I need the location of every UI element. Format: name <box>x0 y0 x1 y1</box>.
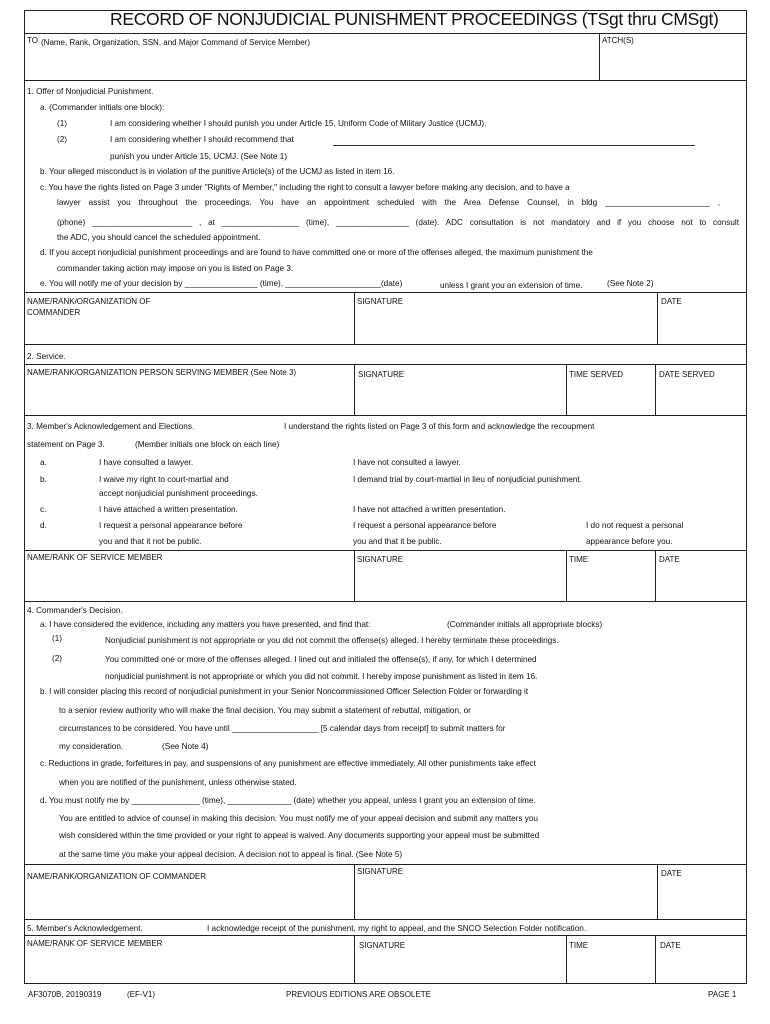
s3-heading-2: I understand the rights listed on Page 3 of this form and acknowledge the recoupment <box>284 422 595 431</box>
s3-b-left-initial-box[interactable] <box>56 472 94 486</box>
divider <box>657 864 658 919</box>
s3-c-right: I have not attached a written presentation. <box>353 505 506 514</box>
divider <box>24 33 747 34</box>
s3-d-left-2: you and that it not be public. <box>99 537 202 546</box>
s3-d-mid-initial-box[interactable] <box>312 518 350 532</box>
s1-date-field[interactable] <box>659 310 745 342</box>
s1-a2-num: (2) <box>57 135 68 144</box>
s2-date-label: DATE SERVED <box>659 370 715 379</box>
divider <box>354 864 355 919</box>
s1-e-cont: unless I grant you an extension of time. <box>440 281 583 290</box>
s1-c-line4: the ADC, you should cancel the scheduled appointment. <box>57 233 261 242</box>
s3-heading-4: (Member initials one block on each line) <box>135 440 280 449</box>
s5-date-field[interactable] <box>657 954 745 982</box>
s2-name-field[interactable] <box>26 380 352 413</box>
s4-date-label: DATE <box>661 869 682 878</box>
s1-c-line1: c. You have the rights listed on Page 3 under "Rights of Member," including the right to consult a lawyer before making any decision, and to have a <box>40 183 570 192</box>
form-title: RECORD OF NONJUDICIAL PUNISHMENT PROCEEDINGS (TSgt thru CMSgt) <box>110 9 719 29</box>
s4-name-field[interactable] <box>26 884 352 917</box>
divider <box>24 292 747 293</box>
s3-d-right-2: appearance before you. <box>586 537 673 546</box>
s1-c-line2: lawyer assist you throughout the proceedings. You have an appointment scheduled with the Area Defense Counsel, in bldg _______________________ , <box>57 198 720 207</box>
divider <box>24 80 747 81</box>
s1-signature-field[interactable] <box>356 310 655 342</box>
s3-d-right-initial-box[interactable] <box>545 518 583 532</box>
s1-signature-label: SIGNATURE <box>357 297 404 306</box>
s3-a-letter: a. <box>40 458 47 467</box>
s2-heading: 2. Service. <box>27 352 66 361</box>
s4-heading: 4. Commander's Decision. <box>27 606 123 615</box>
divider <box>655 550 656 601</box>
s1-heading: 1. Offer of Nonjudicial Punishment. <box>27 87 154 96</box>
s3-time-field[interactable] <box>568 566 653 599</box>
s4-a-note: (Commander initials all appropriate blocks) <box>447 620 603 629</box>
s1-a1-initial-box[interactable] <box>70 116 106 130</box>
divider <box>24 601 747 602</box>
s5-signature-field[interactable] <box>356 954 564 982</box>
divider <box>24 864 747 865</box>
s3-d-left-1: I request a personal appearance before <box>99 521 243 530</box>
atch-input-field[interactable] <box>601 50 745 78</box>
s3-b-letter: b. <box>40 475 47 484</box>
s4-a2-initial-box[interactable] <box>66 652 102 666</box>
s3-b-right: I demand trial by court-martial in lieu of nonjudicial punishment. <box>353 475 582 484</box>
s3-a-right-initial-box[interactable] <box>312 455 350 469</box>
s5-signature-label: SIGNATURE <box>359 941 406 950</box>
s4-signature-label: SIGNATURE <box>357 867 404 876</box>
footer-page-number: PAGE 1 <box>708 990 737 999</box>
s3-heading-3: statement on Page 3. <box>27 440 105 449</box>
s1-d-line1: d. If you accept nonjudicial punishment proceedings and are found to have committed one or more of the offenses alleged, the maximum punishment the <box>40 248 593 257</box>
s3-heading: 3. Member's Acknowledgement and Elections. <box>27 422 195 431</box>
divider <box>566 935 567 984</box>
s4-a2-text-cont: nonjudicial punishment is not appropriate or which you did not commit. I hereby impose punishment as listed in item 16. <box>105 672 538 681</box>
s4-date-field[interactable] <box>659 882 745 917</box>
s3-a-left: I have consulted a lawyer. <box>99 458 194 467</box>
s1-b: b. Your alleged misconduct is in violation of the punitive Article(s) of the UCMJ as listed in item 16. <box>40 167 395 176</box>
s1-a1-num: (1) <box>57 119 68 128</box>
s2-signature-label: SIGNATURE <box>358 370 405 379</box>
s2-time-label: TIME SERVED <box>569 370 624 379</box>
s3-a-left-initial-box[interactable] <box>56 455 94 469</box>
s2-date-field[interactable] <box>657 382 745 413</box>
s3-signature-field[interactable] <box>356 566 564 599</box>
s5-time-label: TIME <box>569 941 589 950</box>
s3-d-right-1: I do not request a personal <box>586 521 684 530</box>
s1-a2-text-cont: punish you under Article 15, UCMJ. (See Note 1) <box>110 152 288 161</box>
s4-a1-initial-box[interactable] <box>66 633 102 647</box>
s4-a2-num: (2) <box>52 654 63 663</box>
s4-d-line2: You are entitled to advice of counsel in making this decision. You must notify me of your appeal decision and submit any matters you <box>59 814 538 823</box>
to-label: TO <box>27 36 38 45</box>
s3-name-field[interactable] <box>26 566 352 599</box>
s5-name-label: NAME/RANK OF SERVICE MEMBER <box>27 939 163 948</box>
s4-d-line4: at the same time you make your appeal decision. A decision not to appeal is final. (See Note 5) <box>59 850 403 859</box>
s1-a2-initial-box[interactable] <box>70 132 106 146</box>
s4-d-line3: wish considered within the time provided or your right to appeal is waived. Any documents supporting your appeal must be submitted <box>59 831 540 840</box>
s2-signature-field[interactable] <box>356 382 564 413</box>
s1-e-note: (See Note 2) <box>607 279 654 288</box>
s4-name-label: NAME/RANK/ORGANIZATION OF COMMANDER <box>27 872 206 881</box>
s5-name-field[interactable] <box>26 952 352 982</box>
divider <box>566 364 567 415</box>
divider <box>657 292 658 344</box>
s3-a-right: I have not consulted a lawyer. <box>353 458 461 467</box>
s4-d-line1: d. You must notify me by _______________ (time), ______________ (date) whether you appeal, unless I grant you an extension of time. <box>40 796 536 805</box>
to-instruction: (Name, Rank, Organization, SSN, and Major Command of Service Member) <box>41 38 310 47</box>
s3-d-letter: d. <box>40 521 47 530</box>
s1-name-field[interactable] <box>26 320 352 342</box>
s2-time-field[interactable] <box>568 382 653 413</box>
divider <box>354 364 355 415</box>
divider <box>24 344 747 345</box>
s3-signature-label: SIGNATURE <box>357 555 404 564</box>
s5-time-field[interactable] <box>568 954 653 982</box>
s3-c-right-initial-box[interactable] <box>312 502 350 516</box>
divider <box>655 364 656 415</box>
s4-a1-num: (1) <box>52 634 63 643</box>
s4-c-line2: when you are notified of the punishment, unless otherwise stated. <box>59 778 297 787</box>
divider <box>24 550 747 551</box>
divider <box>354 935 355 984</box>
s4-a2-text: You committed one or more of the offenses alleged. I lined out and initialed the offense(s), if any, for which I determined <box>105 655 537 664</box>
s5-heading: 5. Member's Acknowledgement. <box>27 924 143 933</box>
s1-d-line2: commander taking action may impose on you is listed on Page 3. <box>57 264 294 273</box>
to-input-field[interactable] <box>26 50 596 78</box>
s4-b-line3: circumstances to be considered. You have until ___________________ [5 calendar days from receipt] to submit matters for <box>59 724 506 733</box>
s1-e: e. You will notify me of your decision by ________________ (time), _____________________(date) <box>40 279 403 288</box>
s4-b-line4: my consideration. <box>59 742 124 751</box>
s3-b-right-initial-box[interactable] <box>312 472 350 486</box>
s1-name-label-2: COMMANDER <box>27 308 81 317</box>
s1-a2-commander-line[interactable] <box>333 145 695 146</box>
s4-b-note: (See Note 4) <box>162 742 209 751</box>
s5-date-label: DATE <box>660 941 681 950</box>
s3-name-label: NAME/RANK OF SERVICE MEMBER <box>27 553 163 562</box>
atch-label: ATCH(S) <box>602 36 634 45</box>
s4-b-line1: b. I will consider placing this record of nonjudicial punishment in your Senior Noncommissioned Officer Selection Folder or forwarding it <box>40 687 529 696</box>
s4-a: a. I have considered the evidence, including any matters you have presented, and find that: <box>40 620 371 629</box>
s3-c-letter: c. <box>40 505 47 514</box>
divider <box>354 292 355 344</box>
s3-c-left: I have attached a written presentation. <box>99 505 238 514</box>
s1-date-label: DATE <box>661 297 682 306</box>
s1-name-label: NAME/RANK/ORGANIZATION OF <box>27 297 151 306</box>
footer-obsolete: PREVIOUS EDITIONS ARE OBSOLETE <box>286 990 431 999</box>
s3-b-left-1: I waive my right to court-martial and <box>99 475 229 484</box>
divider <box>566 550 567 601</box>
s4-b-line2: to a senior review authority who will make the final decision. You may submit a statement of rebuttal, mitigation, or <box>59 706 471 715</box>
s3-d-left-initial-box[interactable] <box>56 518 94 532</box>
s3-date-label: DATE <box>659 555 680 564</box>
footer-version: (EF-V1) <box>127 990 155 999</box>
s1-a2-text: I am considering whether I should recommend that <box>110 135 294 144</box>
s1-c-line3: (phone) ______________________ , at _________________ (time), ________________ (date). ADC consultation is not mandatory and if you choose not to consult <box>57 218 739 227</box>
s1-a: a. (Commander initials one block): <box>40 103 165 112</box>
s5-heading-2: I acknowledge receipt of the punishment, my right to appeal, and the SNCO Selection Folder notification. <box>207 924 587 933</box>
divider <box>24 935 747 936</box>
s3-b-left-2: accept nonjudicial punishment proceedings. <box>99 489 258 498</box>
s2-name-label: NAME/RANK/ORGANIZATION PERSON SERVING MEMBER (See Note 3) <box>27 368 297 377</box>
s4-signature-field[interactable] <box>356 880 655 917</box>
s4-c-line1: c. Reductions in grade, forfeitures in pay, and suspensions of any punishment are effective immediately. All other punishments take effect <box>40 759 536 768</box>
s3-d-mid-2: you and that it be public. <box>353 537 442 546</box>
divider <box>655 935 656 984</box>
s3-time-label: TIME <box>569 555 589 564</box>
divider <box>24 364 747 365</box>
s4-a1-text: Nonjudicial punishment is not appropriate or you did not commit the offense(s) alleged. I hereby terminate these proceedings. <box>105 636 559 645</box>
divider <box>354 550 355 601</box>
footer-form-number: AF3070B, 20190319 <box>28 990 102 999</box>
divider <box>599 33 600 80</box>
s3-date-field[interactable] <box>657 566 745 599</box>
s3-d-mid-1: I request a personal appearance before <box>353 521 497 530</box>
divider <box>24 415 747 416</box>
s3-c-left-initial-box[interactable] <box>56 502 94 516</box>
divider <box>24 919 747 920</box>
s1-a1-text: I am considering whether I should punish you under Article 15, Uniform Code of Military Justice (UCMJ). <box>110 119 487 128</box>
